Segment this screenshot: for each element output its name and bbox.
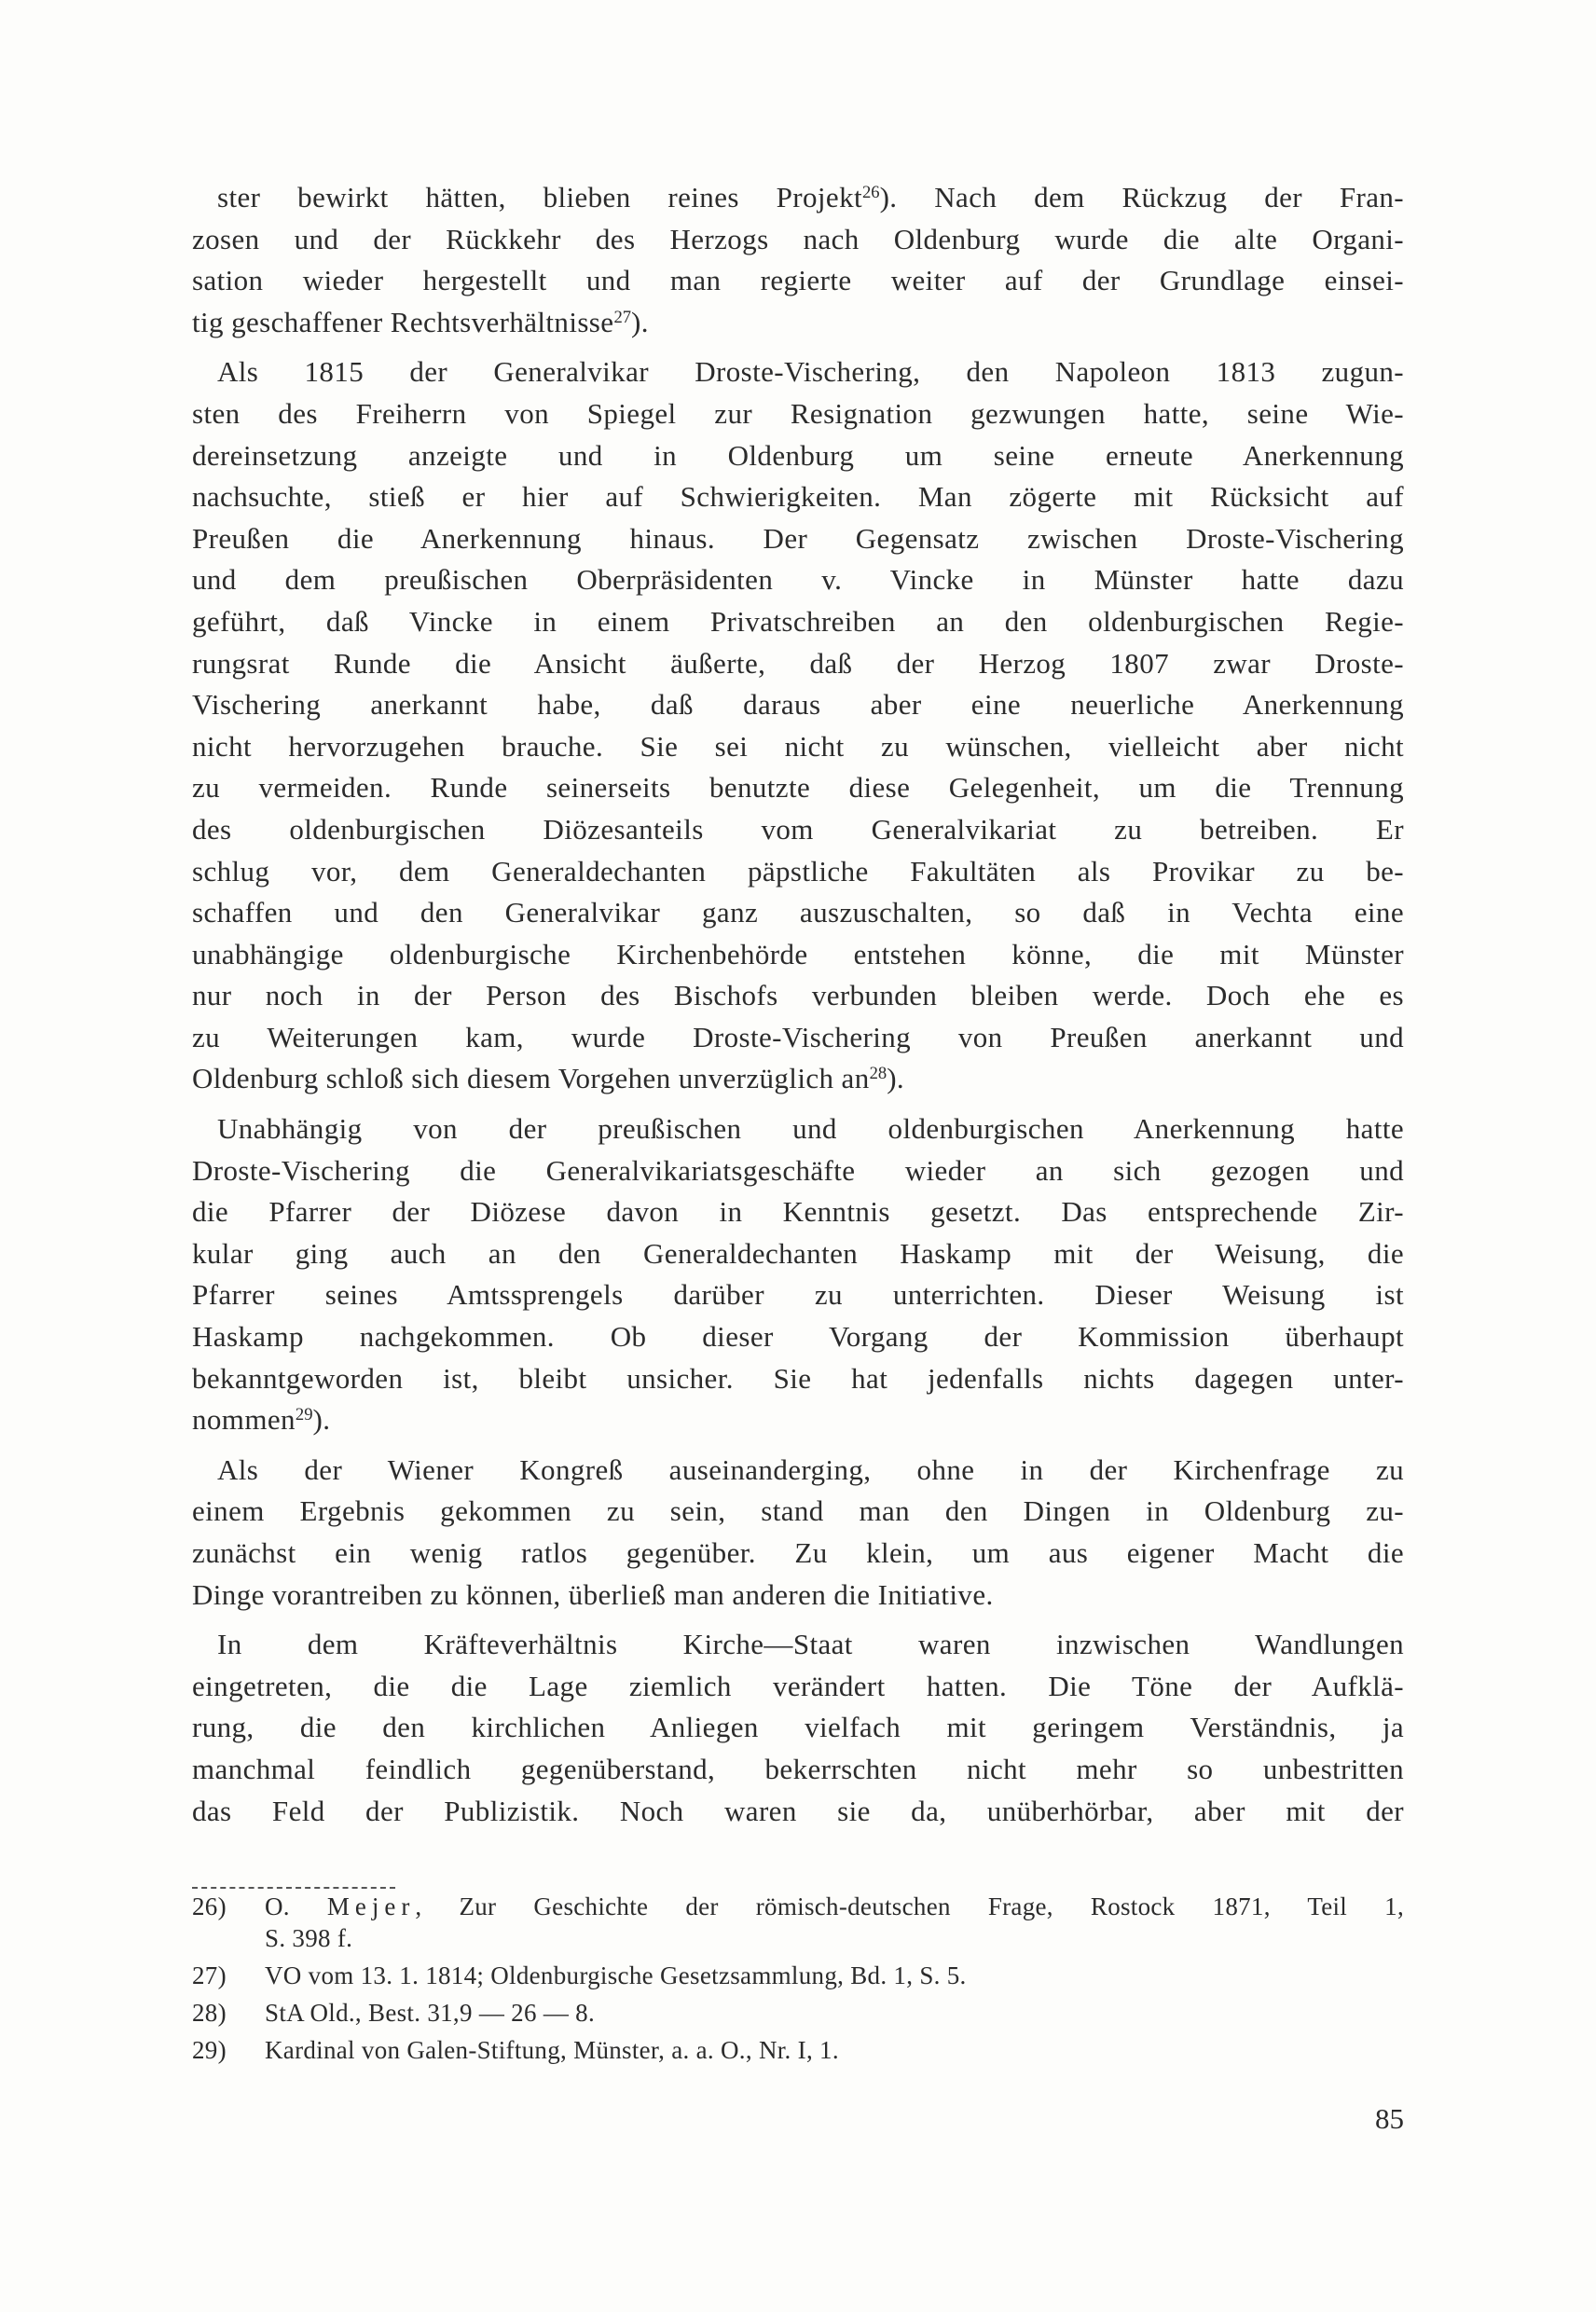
author-name: Mejer (326, 1892, 416, 1920)
footnote (192, 2034, 1404, 2066)
line-text: ). (312, 1403, 331, 1437)
text-line (192, 1399, 1404, 1441)
page-number: 85 (1375, 2102, 1404, 2135)
text-line (192, 1191, 1404, 1233)
footnote (192, 1997, 1404, 2029)
body-text (192, 177, 1404, 1840)
line-text: die Pfarrer der Diözese davon in Kenntnis gesetzt. Das entsprechende Zir- (192, 1195, 1404, 1229)
footnote-line (265, 1922, 1404, 1954)
line-text: geführt, daß Vincke in einem Privatschreiben an den oldenburgischen Regie- (192, 604, 1404, 638)
line-text: rungsrat Runde die Ansicht äußerte, daß der Herzog 1807 zwar Droste- (192, 646, 1404, 680)
footnote-line (265, 1960, 1404, 1991)
line-text: Als der Wiener Kongreß auseinanderging, ohne in der Kirchenfrage zu (217, 1452, 1404, 1486)
text-line (192, 177, 1404, 219)
line-text: Als 1815 der Generalvikar Droste-Vischering, den Napoleon 1813 zugun- (217, 355, 1404, 389)
footnote-number: 28) (192, 1999, 227, 2027)
line-text: nicht hervorzugehen brauche. Sie sei nicht zu wünschen, vielleicht aber nicht (192, 729, 1404, 763)
text-line (192, 851, 1404, 893)
line-text: tig geschaffener Rechtsverhältnisse (192, 305, 614, 338)
text-line (192, 1108, 1404, 1150)
paragraph (192, 1450, 1404, 1616)
line-text: ). (631, 305, 649, 338)
text-line (192, 1358, 1404, 1400)
line-text: des oldenburgischen Diözesanteils vom Generalvikariat zu betreiben. Er (192, 812, 1404, 846)
line-text: Pfarrer seines Amtssprengels darüber zu unterrichten. Dieser Weisung ist (192, 1278, 1404, 1312)
line-text: und dem preußischen Oberpräsidenten v. Vincke in Münster hatte dazu (192, 563, 1404, 597)
text-line (192, 1316, 1404, 1358)
line-text: nommen (192, 1403, 296, 1437)
footnote-ref: 28 (869, 1064, 887, 1084)
text-line (192, 1491, 1404, 1533)
line-text: bekanntgeworden ist, bleibt unsicher. Sie hat jedenfalls nichts dagegen unter- (192, 1361, 1404, 1395)
footnote-line (265, 1891, 1404, 1922)
footnote-number: 29) (192, 2036, 227, 2064)
text-line (192, 351, 1404, 393)
line-text: dereinsetzung anzeigte und in Oldenburg um seine erneute Anerkennung (192, 438, 1404, 472)
paragraph (192, 1108, 1404, 1441)
text-line (192, 260, 1404, 302)
text-line (192, 1058, 1404, 1100)
line-text: Dinge vorantreiben zu können, überließ man anderen die Initiative. (192, 1577, 994, 1611)
footnote (192, 1891, 1404, 1954)
text-line (192, 518, 1404, 560)
text-line (192, 1791, 1404, 1833)
footnote (192, 1960, 1404, 1991)
line-text: Droste-Vischering die Generalvikariatsgeschäfte wieder an sich gezogen und (192, 1153, 1404, 1187)
paragraph (192, 177, 1404, 343)
footnote-number: 26) (192, 1892, 227, 1920)
text-line (192, 767, 1404, 809)
line-text: zosen und der Rückkehr des Herzogs nach Oldenburg wurde die alte Organi- (192, 222, 1404, 255)
footnote-line (265, 1997, 1404, 2029)
text-line (192, 559, 1404, 601)
line-text: S. 398 f. (265, 1924, 353, 1952)
text-line (192, 934, 1404, 976)
paragraph (192, 351, 1404, 1100)
line-text: Kardinal von Galen-Stiftung, Münster, a. a. O., Nr. I, 1. (265, 2036, 839, 2064)
footnote-line (265, 2034, 1404, 2066)
text-line (192, 726, 1404, 768)
line-text: kular ging auch an den Generaldechanten Haskamp mit der Weisung, die (192, 1236, 1404, 1270)
text-line (192, 975, 1404, 1017)
line-text: Vischering anerkannt habe, daß daraus aber eine neuerliche Anerkennung (192, 688, 1404, 722)
text-line (192, 1150, 1404, 1192)
line-text: ). (887, 1062, 905, 1095)
footnote-text (265, 1891, 1404, 1954)
text-line (192, 219, 1404, 261)
line-text: das Feld der Publizistik. Noch waren sie da, unüberhörbar, aber mit der (192, 1794, 1404, 1827)
text-line (192, 1749, 1404, 1791)
text-line (192, 1017, 1404, 1059)
line-text: Haskamp nachgekommen. Ob dieser Vorgang der Kommission überhaupt (192, 1320, 1404, 1354)
text-line (192, 809, 1404, 851)
footnote-separator (192, 1887, 395, 1889)
text-line (192, 302, 1404, 344)
line-text: manchmal feindlich gegenüberstand, bekerrschten nicht mehr so unbestritten (192, 1752, 1404, 1785)
line-text: sten des Freiherrn von Spiegel zur Resignation gezwungen hatte, seine Wie- (192, 396, 1404, 430)
footnote-text (265, 1960, 1404, 1991)
text-line (192, 393, 1404, 435)
line-text: rung, die den kirchlichen Anliegen vielfach mit geringem Verständnis, ja (192, 1711, 1404, 1744)
text-line (192, 435, 1404, 477)
footnote-ref: 27 (613, 307, 632, 327)
text-line (192, 684, 1404, 726)
line-text: ). Nach dem Rückzug der Fran- (879, 181, 1404, 213)
line-text: Oldenburg schloß sich diesem Vorgehen unverzüglich an (192, 1062, 870, 1095)
footnote-ref: 26 (861, 182, 880, 202)
text-line (192, 1274, 1404, 1316)
text-line (192, 1707, 1404, 1749)
text-line (192, 643, 1404, 685)
line-text: unabhängige oldenburgische Kirchenbehörde entstehen könne, die mit Münster (192, 937, 1404, 970)
line-text: O. (265, 1892, 327, 1920)
text-line (192, 601, 1404, 643)
text-line (192, 1533, 1404, 1575)
line-text: VO vom 13. 1. 1814; Oldenburgische Gesetzsammlung, Bd. 1, S. 5. (265, 1961, 967, 1989)
line-text: zu vermeiden. Runde seinerseits benutzte diese Gelegenheit, um die Trennung (192, 771, 1404, 805)
footnotes (192, 1891, 1404, 2071)
line-text: Preußen die Anerkennung hinaus. Der Gegensatz zwischen Droste-Vischering (192, 521, 1404, 555)
line-text: zu Weiterungen kam, wurde Droste-Vischering von Preußen anerkannt und (192, 1020, 1404, 1053)
line-text: nachsuchte, stieß er hier auf Schwierigkeiten. Man zögerte mit Rücksicht auf (192, 480, 1404, 514)
line-text: schaffen und den Generalvikar ganz auszuschalten, so daß in Vechta eine (192, 896, 1404, 929)
text-line (192, 1450, 1404, 1492)
text-line (192, 892, 1404, 934)
footnote-number: 27) (192, 1961, 227, 1989)
line-text: nur noch in der Person des Bischofs verbunden bleiben werde. Doch ehe es (192, 979, 1404, 1012)
line-text: In dem Kräfteverhältnis Kirche—Staat waren inzwischen Wandlungen (217, 1628, 1404, 1661)
line-text: StA Old., Best. 31,9 — 26 — 8. (265, 1999, 596, 2027)
line-text: Unabhängig von der preußischen und oldenburgischen Anerkennung hatte (217, 1112, 1404, 1146)
line-text: schlug vor, dem Generaldechanten päpstliche Fakultäten als Provikar zu be- (192, 854, 1404, 888)
line-text: einem Ergebnis gekommen zu sein, stand man den Dingen in Oldenburg zu- (192, 1494, 1404, 1528)
text-line (192, 1575, 1404, 1617)
line-text: , Zur Geschichte der römisch-deutschen Frage, Rostock 1871, Teil 1, (415, 1892, 1404, 1920)
text-line (192, 1233, 1404, 1275)
text-line (192, 1666, 1404, 1708)
line-text: ster bewirkt hätten, blieben reines Projekt (217, 181, 862, 213)
line-text: sation wieder hergestellt und man regierte weiter auf der Grundlage einsei- (192, 264, 1404, 297)
footnote-text (265, 1997, 1404, 2029)
text-line (192, 476, 1404, 518)
footnote-text (265, 2034, 1404, 2066)
line-text: zunächst ein wenig ratlos gegenüber. Zu klein, um aus eigener Macht die (192, 1536, 1404, 1569)
paragraph (192, 1624, 1404, 1832)
line-text: eingetreten, die die Lage ziemlich verändert hatten. Die Töne der Aufklä- (192, 1669, 1404, 1702)
text-line (192, 1624, 1404, 1666)
footnote-ref: 29 (295, 1405, 313, 1424)
